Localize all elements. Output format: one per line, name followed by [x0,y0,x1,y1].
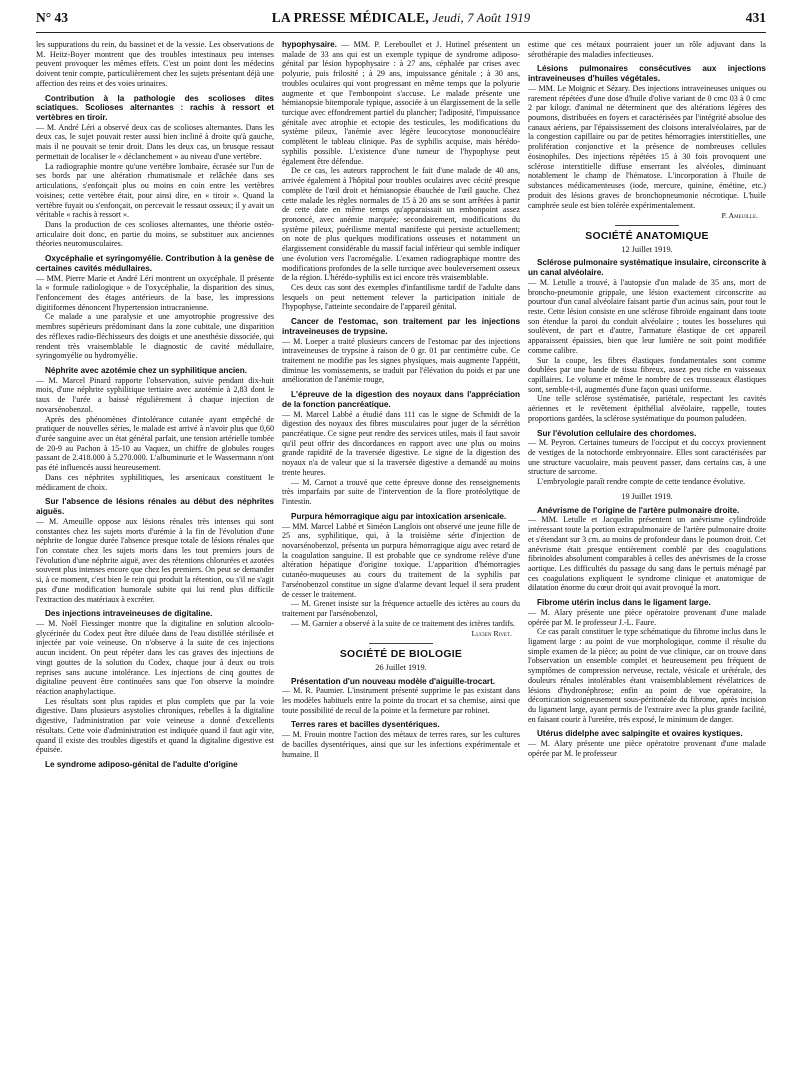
article-heading: Néphrite avec azotémie chez un syphilitique ancien. [45,366,248,375]
paragraph: Ce malade a une paralysie et une amyotrophie progressive des membres supérieurs prédominant dans la zone cubitale, une disparition des réflexes radio-fléchisseurs des doigts et une anesthésie dissociée, qui rendent très vraisemblable le diagnostic de cavité médullaire, syringomyélie ou hydromyélie. [36,312,274,361]
paragraph-text: — MM. P. Lereboullet et J. Hutinel présentent un malade de 33 ans qui est un exemple typique de syndrome adiposo-génital par lésion hypophysaire : à 27 ans, céphalée par crises avec polyurie, puis frilosité ; à 29 ans, impuissance génitale ; à 30 ans, troubles oculaires qui vont progressant en même temps que la polyurie augmente et que l'embonpoint s'accuse. Le malade présente une hémianopsie bitemporale typique, associée à un élargissement de la selle turcique avec effondrement partiel du plancher; l'adiposité, l'impuissance génitale avec atrophie et ectopie des testicules, les modifications du système pileux, l'anémie avec légère leucocytose mononucléaire complètent le tableau clinique. Pas de syphilis acquise, mais hérédo-syphilis possible. L'existence d'une tumeur de l'hypophyse peut également être défendue. [282,40,520,166]
paragraph: De ce cas, les auteurs rapprochent le fait d'une malade de 40 ans, arrivée également à l'hôpital pour troubles oculaires avec cécité presque complète de l'œil droit et hémianopsie ébauchée de l'œil gauche. Chez cette malade les règles normales de 15 à 20 ans se sont arrêtées à partir de cette date en même temps qu'apparaissait un embonpoint assez prononcé, avec anémie marquée; secondairement, modifications du système pileux, puérilisme mental manifeste qui persiste actuellement; on note de plus quelques modifications osseuses et notamment un élargissement considérable du massif facial inférieur qui semble indiquer une évolution vers l'acromégalie. L'examen radiographique montre des modifications profondes de la selle turcique avec bouleversement osseux de la région. L'hérédo-syphilis est ici encore très vraisemblable. [282,166,520,283]
column-1 [36,40,274,770]
paragraph: — MM. Marcel Labbé et Siméon Langlois ont observé une jeune fille de 25 ans, syphilitique, qui, à la troisième série d'injection de novarsénobenzol, présenta un purpura hémorragique aigu avec retard de la coagulation sanguine. Il est probable que ce syndrome relève d'une altération hépatique d'origine toxique. L'apparition d'hémorragies cutanéo-muqueuses au cours du traitement de la syphilis par l'arsénobenzol constitue un signe d'alarme devant lequel il sera prudent de cesser le traitement. [282,521,520,599]
column-3 [528,40,766,759]
section-divider [369,643,433,644]
article-heading: Sur l'absence de lésions rénales au début des néphrites aiguës. [36,497,274,517]
paragraph: — MM. Letulle et Jacquelin présentent un anévrisme cylindroïde intéressant toute la portion extrapulmonaire de l'artère pulmonaire droite et s'étendant sur 3 cm. au moins de profondeur dans le poumon droit. Cet anévrisme était presque entièrement comblé par des coagulations fibrinoïdes absolument comparables à celles des anévrismes de la crosse aortique. Les difficultés du passage du sang dans le pertuis ménagé par ces coagulations expliquent le syndrome clinique et anatomique de dilatation énorme du cœur droit qui avait provoqué la mort. [528,515,766,593]
article-heading: Utérus didelphe avec salpingite et ovaires kystiques. [537,729,743,739]
paragraph: — M. Alary présente une pièce opératoire provenant d'une malade opérée par M. le professeur J.-L. Faure. [528,607,766,627]
author-signature: Lucien Rivet. [471,629,512,639]
section-title: SOCIÉTÉ ANATOMIQUE [585,230,709,242]
paragraph: Dans la production de ces scolioses alternantes, une théorie ostéo-articulaire doit donc, en partie du moins, se substituer aux anciennes théories neuromusculaires. [36,219,274,249]
paragraph: — M. Marcel Labbé a étudié dans 111 cas le signe de Schmidt de la digestion des noyaux des fibres musculaires pour juger de la sécrétion pancréatique. Ce signe peut rendre des services utiles, mais il faut savoir qu'il peut offrir des discordances en rapport avec une plus ou moins grande rapidité de la traversée digestive. Le signe de la digestion des noyaux n'a de valeur que si la traversée digestive a demandé au moins trente heures. [282,409,520,477]
article-heading: Présentation d'un nouveau modèle d'aiguille-trocart. [291,676,496,686]
header-rule [36,32,766,33]
paragraph: — M. Loeper a traité plusieurs cancers de l'estomac par des injections intraveineuses de trypsine à raison de 0 gr. 01 par centimètre cube. Ce traitement ne modifie pas les signes physiques, mais augmente l'appétit, diminue les vomissements, se traduit par l'élévation du poids et par une amélioration de l'anémie rouge, [282,336,520,385]
session-date: 26 Juillet 1919. [375,662,427,672]
journal-title [36,10,766,26]
article-heading: Terres rares et bacilles dysentériques. [291,720,440,730]
paragraph: L'embryologie paraît rendre compte de cette tendance évolutive. [537,477,746,487]
paragraph: Dans ces néphrites syphilitiques, les arsenicaux constituent le médicament de choix. [36,472,274,492]
paragraph: — M. Carnot a trouvé que cette épreuve donne des renseignements très imparfaits par suite de l'intervention de la flore protéolytique de l'intestin. [282,477,520,507]
article-heading: Fibrome utérin inclus dans le ligament large. [537,598,711,608]
paragraph: — M. Garnier a observé à la suite de ce traitement des ictères tardifs. [291,618,516,628]
paragraph: — M. Marcel Pinard rapporte l'observation, suivie pendant dix-huit mois, d'une néphrite syphilitique tertiaire avec azotémie à 2,83 dont le taux de l'urée a baissé régulièrement à chaque injection de novarsénobenzol. [36,375,274,414]
paragraph: — M. Alary présente une pièce opératoire provenant d'une malade opérée par M. le professeur [528,739,766,758]
paragraph: — M. Frouin montre l'action des métaux de terres rares, sur les cultures de bacilles dysentériques, ainsi que sur les infections expérimentale et humaine. Il [282,730,520,759]
paragraph: — MM. Pierre Marie et André Léri montrent un oxycéphale. Il présente la « formule radiologique » de l'oxycéphalie, la disparition des sinus, l'enfoncement des étages antérieurs de la base, les impressions digitiformes dénoncent l'hypertension intracranienne. [36,273,274,312]
issue-date: Jeudi, 7 Août 1919 [432,11,531,25]
session-date: 12 Juillet 1919. [621,244,673,254]
paragraph: — M. Grenet insiste sur la fréquence actuelle des ictères au cours du traitement par l'arsénobenzol, [282,599,520,618]
paragraph: Sur la coupe, les fibres élastiques fondamentales sont comme doublées par une bande de tissu fibreux, assez peu riche en vaisseaux capillaires. Le volume et même le nombre de ces trousseaux élastiques sont, semble-t-il, augmentés d'une façon quasi uniforme. [528,355,766,394]
paragraph: La radiographie montre qu'une vertèbre lombaire, écrasée sur l'un de ses bords par une altération rhumatismale et relâchée dans ses articulations, s'enfonçait plus ou moins en coin entre les vertèbres voisines; cette vertèbre était, pour ainsi dire, en « tiroir ». Quand la vertèbre fuyait ou s'enfonçait, on percevait le ressaut osseux; il y avait un véritable « rachis à ressort ». [36,161,274,220]
article-heading: Sur l'évolution cellulaire des chordomes. [537,428,697,438]
section-divider [615,225,679,226]
article-heading: Cancer de l'estomac, son traitement par les injections intraveineuses de trypsine. [282,317,520,336]
article-heading: Anévrisme de l'origine de l'artère pulmonaire droite. [537,505,740,515]
article-heading: Contribution à la pathologie des scolioses dites sciatiques. Scolioses alternantes : rachis à ressort et vertèbres en tiroir. [36,93,274,123]
paragraph: Après des phénomènes d'intolérance cutanée ayant empêché de pratiquer de nouvelles séries, le malade est arrivé à n'avoir plus que 0,60 d'urée sanguine avec un état général parfait, une tension artérielle tombée de 20-9 au Pachon à 15-10 au Vaquez, un chiffre de globules rouges passant de 2.418.000 à 5.270.000. L'albuminurie et le Wassermann n'ont pas été influencés aussi heureusement. [36,414,274,473]
article-heading: Purpura hémorragique aigu par intoxication arsenicale. [291,511,507,521]
paragraph: — M. Peyron. Certaines tumeurs de l'occiput et du coccyx proviennent de vestiges de la notochorde embryonnaire. Elles sont caractérisées par une structure vacuolaire, mais peuvent passer, dans certains cas, à une structure de sarcome. [528,438,766,477]
paragraph: — M. André Léri a observé deux cas de scolioses alternantes. Dans les deux cas, le sujet pouvait rester aussi bien incliné à droite qu'à gauche, mais il ne pouvait se tenir droit. Dans les deux cas, un brusque ressaut permettait de localiser le « déclanchement » au niveau d'une vertèbre. [36,122,274,161]
paragraph: — MM. Le Moignic et Sézary. Des injections intraveineuses uniques ou rarement répétées d'une dose d'huile d'olive variant de 0 cmc 03 à 0 cmc 2 par kilogr. d'animal ne déterminent que des altérations légères des poumons, distribuées en foyers et caractérisées par l'intégrité absolue des canaux aériens, par l'épaississement des cloisons interalvéolaires, par de la congestion capillaire ou par de petites hémorragies interstitielles, une prolifération conjonctive et la présence de nombreuses cellules éosinophiles. Des injections répétées 15 à 30 fois provoquent une sclérose interstitielle diffuse enserrant les alvéoles, diminuant notablement le champ de l'hématose. L'incorporation à l'huile de substances médicamenteuses (iode, mercure, quinine, émétine, etc.) produit des lésions graves de bronchopneumonie nécrotique. L'huile camphrée seule est bien tolérée expérimentalement. [528,83,766,210]
paragraph: Les résultats sont plus rapides et plus complets que par la voie digestive. Dans plusieurs asystolies chroniques, rebelles à la digitaline digestive, l'administration par voie veineuse a donné d'excellents résultats. Cette voie d'administration est indiquée quand il faut agir vite, quand il existe des troubles digestifs et quand la digitaline digestive est épuisée. [36,696,274,755]
column-2 [282,40,520,759]
page-header [36,8,766,28]
paragraph: Une telle sclérose systématisée, pariétale, respectant les cavités aériennes et le revêtement épithélial alvéolaire, rappelle, toutes proportions gardées, la sclérose systématique du poumon paludéen. [528,394,766,423]
journal-name: LA PRESSE MÉDICALE, [271,10,429,25]
paragraph: — M. Letulle a trouvé, à l'autopsie d'un malade de 35 ans, mort de broncho-pneumonie grippale, une lésion exactement circonscrite au pourtour d'un canal alvéolaire faisant partie d'un acinus sain, pour tout le reste. Cette lésion consiste en une sclérose fibroïde engainant dans toute son étendue la paroi du conduit alvéolaire ; toutes les bosselures qui soulèvent, de part et d'autre, l'armature élastique de cet appareil apparaissent épaissies, bien que leur lumière ne soit point modifiée comme calibre. [528,277,766,355]
page-number: 431 [745,10,766,25]
paragraph: les suppurations du rein, du bassinet et de la vessie. Les observations de M. Heitz-Boyer montrent que des troubles intestinaux peu intenses peuvent provoquer les mêmes effets. C'est un point dont les médecins doivent tenir compte, particulièrement chez les sujets présentant déjà une affection des reins et des voies urinaires. [36,40,274,88]
paragraph: — M. R. Paumier. L'instrument présenté supprime le pas existant dans les modèles habituels entre la pointe du trocart et sa chemise, ainsi que toute possibilité de recul de la pointe et la fermeture par robinet. [282,686,520,715]
article-heading: Lésions pulmonaires consécutives aux injections intraveineuses d'huiles végétales. [528,64,766,84]
article-heading: Des injections intraveineuses de digitaline. [45,609,213,619]
paragraph [282,40,520,166]
paragraph: estime que ces métaux pourraient jouer un rôle adjuvant dans la sérothérapie des maladies infectieuses. [528,40,766,59]
paragraph: Ces deux cas sont des exemples d'infantilisme tardif de l'adulte dans lesquels on peut nettement relever la participation initiale de l'hypophyse, l'atteinte secondaire de l'appareil génital. [282,282,520,312]
issue-number: N° 43 [36,10,69,25]
paragraph: — M. Noël Fiessinger montre que la digitaline en solution alcoolo-glycérinée du Codex peut être diluée dans de l'eau distillée stérilisée et injectée par voie veineuse. On n'observe à la suite de ces injections aucun incident. On peut répéter dans les cas graves des injections de vingt gouttes de la solution du Codex, chaque jour à deux ou trois reprises sans aucune intolérance. Les injections de cinq gouttes de digitaline peuvent être continuées sans que l'on observe la moindre réaction anaphylactique. [36,618,274,696]
session-date: 19 Juillet 1919. [621,491,673,501]
heading-continuation: hypophysaire. [282,40,337,49]
section-title: SOCIÉTÉ DE BIOLOGIE [339,649,463,661]
author-signature: P. Ameuille. [721,211,758,221]
article-heading: Oxycéphalie et syringomyélie. Contribution à la genèse de certaines cavités médullaires. [36,254,274,273]
article-heading: Sclérose pulmonaire systématique insulaire, circonscrite à un canal alvéolaire. [528,258,766,278]
article-heading: Le syndrome adiposo-génital de l'adulte d'origine [45,760,238,770]
article-heading: L'épreuve de la digestion des noyaux dans l'appréciation de la fonction pancréatique. [282,390,520,409]
paragraph: Ce cas paraît constituer le type schématique du fibrome inclus dans le ligament large : au point de vue morphologique, comme il résulte du simple examen de la pièce; au point de vue clinique, car on trouve dans l'observation un ensemble complet et heureusement peu fréquent de symptômes de compression nerveuse, rectale, vésicale et urétérale, des douleurs rénales intolérables étant vraisemblablement révélatrices de lésions d'hydronéphrose; enfin au point de vue opératoire, la décortication soigneusement sous-péritonéale du fibrome, après incision du ligament large, ayant permis de l'extraire avec la plus grande facilité, en faisant courir à l'uretère, très exposé, le minimum de danger. [528,627,766,724]
paragraph: — M. Ameuille oppose aux lésions rénales très intenses qui sont constantes chez les sujets morts d'urémie à la fin de l'évolution d'une néphrite de longue durée l'absence presque totale de lésions rénales que l'on constate chez les sujets morts dans les tout premiers jours de l'évolution d'une néphrite aiguë, avec des rétentions chlorurées et azotées souvent plus intenses encore que chez les premiers. On peut se demander si, à ce moment, c'est bien le rein qui produit la rétention, ou s'il ne s'agit pas d'une modification humorale subite qui lui rend plus difficile l'extraction des matériaux à excréter. [36,516,274,604]
